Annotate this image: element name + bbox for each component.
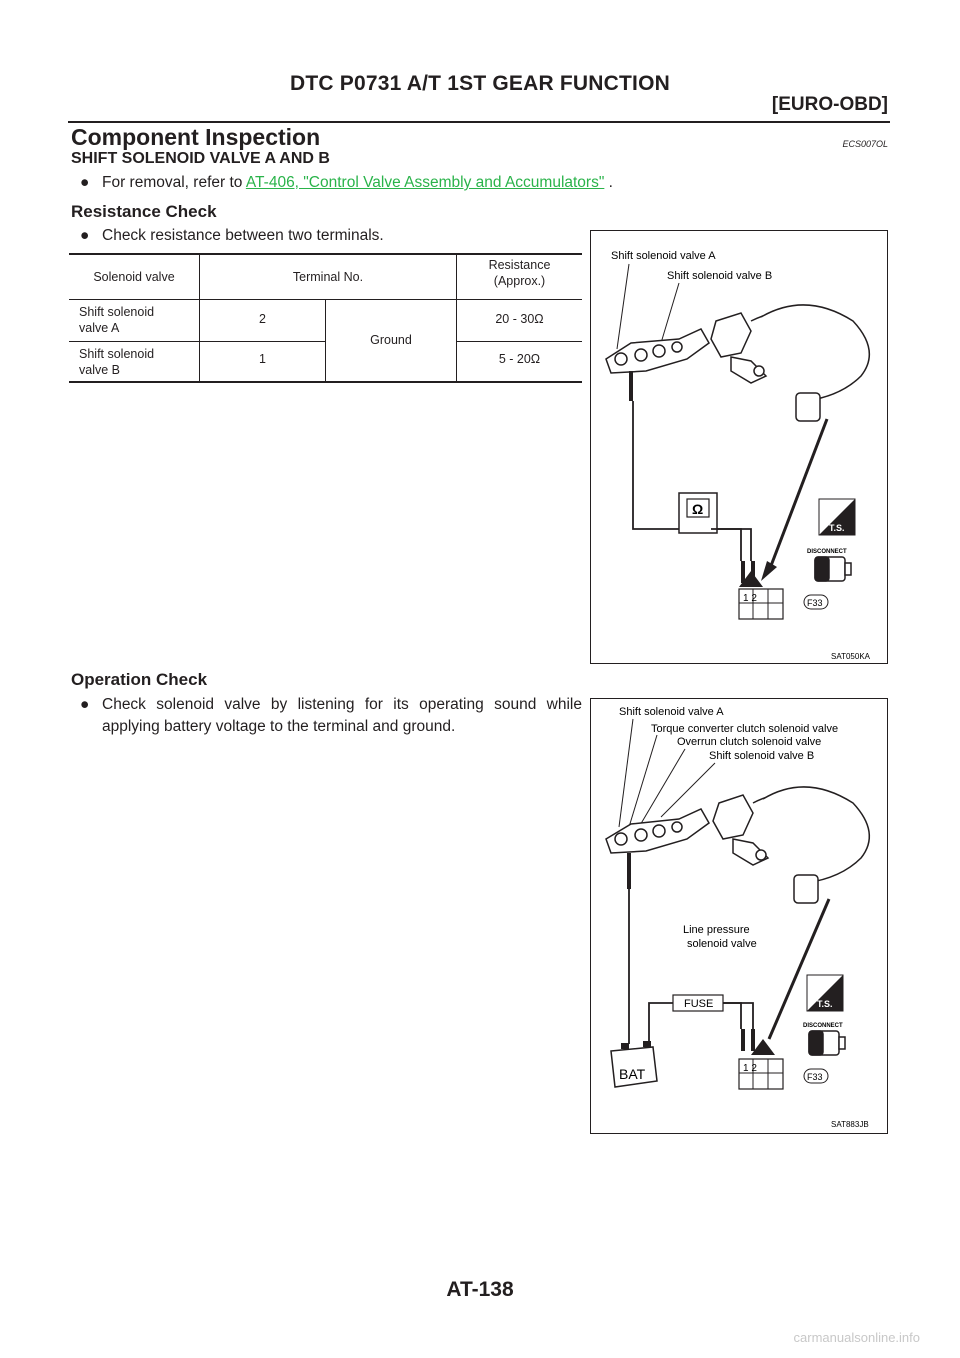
table-cell-resistance: 20 - 30Ω [495,311,544,326]
fig2-fuse: FUSE [684,998,714,1010]
fig1-label-a: Shift solenoid valve A [611,250,716,262]
fig2-label-a: Shift solenoid valve A [619,706,724,718]
svg-text:BAT: BAT [619,1066,646,1082]
fig2-label-tcc: Torque converter clutch solenoid valve [651,723,839,735]
ts-icon [807,975,843,1011]
figure1-illustration [591,231,887,663]
disconnect-icon: DISCONNECT [803,1023,843,1029]
fig1-label-b: Shift solenoid valve B [667,270,773,282]
figure1-code: SAT050KA [831,652,870,661]
fig2-label-line2: solenoid valve [687,938,757,950]
table-cell-ground: Ground [326,299,457,381]
ts-icon [819,499,855,535]
watermark: carmanualsonline.info [793,1330,920,1345]
table-cell-resistance: 5 - 20Ω [498,351,541,366]
table-header-cell: Terminal No. [200,255,457,299]
fig2-label-line1: Line pressure [683,924,750,936]
resistance-bullet: Check resistance between two terminals. [102,227,384,244]
fig1-connector: F33 [807,598,823,608]
operation-bullet-line2: applying battery voltage to the terminal and ground. [102,718,456,735]
page-header-title: DTC P0731 A/T 1ST GEAR FUNCTION [290,72,670,95]
resistance-table [69,255,582,381]
figure2-code: SAT883JB [831,1120,869,1129]
solenoid-assembly [606,787,869,903]
fig2-connector: F33 [807,1072,823,1082]
removal-link[interactable]: AT-406, "Control Valve Assembly and Accumulators" [245,174,605,191]
disconnect-icon: DISCONNECT [807,549,847,555]
connector-icon [809,1031,845,1055]
fig1-terminals: 1 2 [743,593,757,604]
figure2-illustration [591,699,887,1133]
page-header-subtitle: [EURO-OBD] [771,94,888,115]
removal-prefix: For removal, refer to [102,174,246,191]
table-header-cell: Resistance (Approx.) [488,258,551,288]
table-cell-terminal: 1 [200,341,326,381]
bullet-icon: ● [80,174,90,191]
figure-resistance-check [590,230,888,664]
fig2-label-b: Shift solenoid valve B [709,750,815,762]
resistance-check-title: Resistance Check [71,202,217,221]
solenoid-assembly [606,305,869,421]
table-cell-valve: Shift solenoid valve A [69,299,200,341]
fig2-terminals: 1 2 [743,1063,757,1074]
removal-suffix: . [604,174,613,191]
operation-bullet-line1: Check solenoid valve by listening for its operating sound while [102,696,582,713]
header-rule [68,121,890,123]
figure-operation-check [590,698,888,1134]
table-row [69,299,582,341]
battery-icon [611,1041,657,1087]
fig2-label-overrun: Overrun clutch solenoid valve [677,736,822,748]
svg-text:T.S.: T.S. [829,523,845,533]
fig1-wire [633,401,741,561]
svg-text:T.S.: T.S. [817,999,833,1009]
connector-icon [815,557,851,581]
section-subtitle: SHIFT SOLENOID VALVE A AND B [71,150,330,167]
table-cell-terminal: 2 [200,299,326,341]
table-header-cell: Solenoid valve [69,255,200,299]
ohm-icon: Ω [692,501,704,517]
bullet-icon: ● [80,696,90,713]
table-cell-valve: Shift solenoid valve B [69,341,200,381]
bullet-icon: ● [80,227,90,244]
section-code: ECS007OL [842,139,888,149]
table-bottom-rule [69,381,582,383]
page-number: AT-138 [446,1278,514,1301]
operation-check-title: Operation Check [71,670,208,689]
section-title: Component Inspection [71,124,321,150]
removal-text [102,172,613,194]
table-header-row [69,255,582,299]
